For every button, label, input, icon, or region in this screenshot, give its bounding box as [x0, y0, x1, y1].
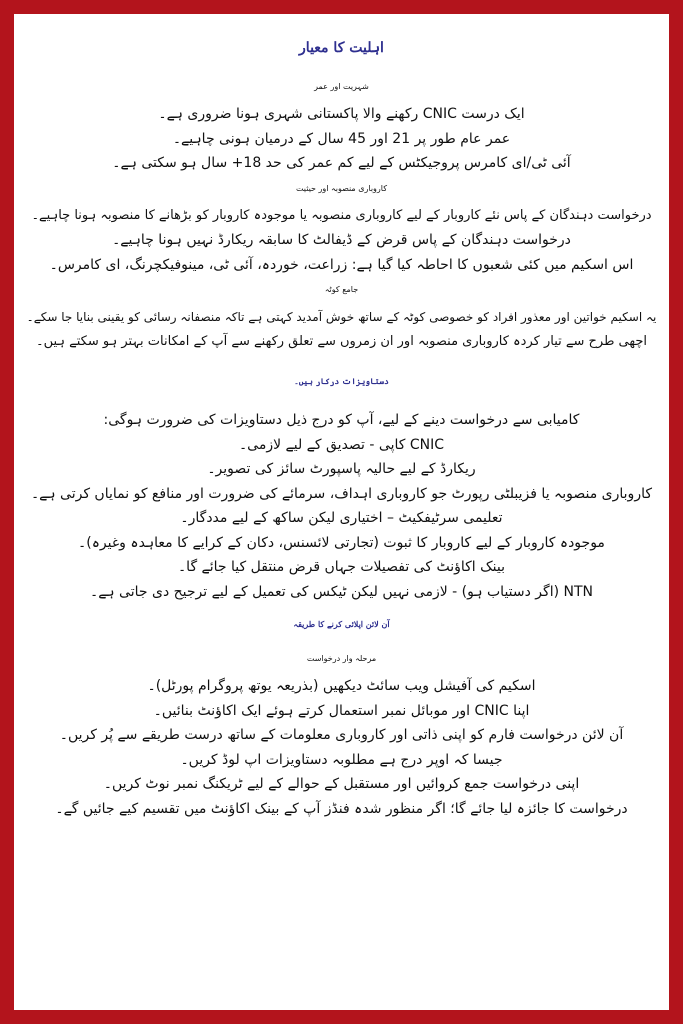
business-line: درخواست دہندگان کے پاس نئے کاروبار کے لیے کاروباری منصوبہ یا موجودہ کاروبار کو بڑھانے کا منصوبہ ہونا چاہیے۔	[31, 207, 652, 223]
document-item: ریکارڈ کے لیے حالیہ پاسپورٹ سائز کی تصویر۔	[207, 461, 476, 477]
apply-section	[14, 608, 669, 821]
quota-line: اچھی طرح سے تیار کردہ کاروباری منصوبہ اور ان زمروں سے تعلق رکھنے سے آپ کے امکانات بہتر ہو سکتے ہیں۔	[35, 333, 648, 349]
document-item: تعلیمی سرٹیفکیٹ – اختیاری لیکن ساکھ کے لیے مددگار۔	[180, 510, 503, 526]
documents-section	[14, 364, 669, 604]
document-item: کاروباری منصوبہ یا فزیبلٹی رپورٹ جو کاروباری اہداف، سرمائے کی ضرورت اور منافع کو نمایاں کرتی ہے۔	[30, 485, 653, 502]
document-item: NTN (اگر دستیاب ہو) - لازمی نہیں لیکن ٹیکس کی تعمیل کے لیے ترجیح دی جاتی ہے۔	[89, 583, 594, 600]
eligibility-section	[14, 28, 669, 354]
quota-subheading: جامع کوٹہ	[324, 285, 359, 294]
documents-intro: کامیابی سے درخواست دینے کے لیے، آپ کو درج ذیل دستاویزات کی ضرورت ہوگی:	[103, 412, 580, 428]
business-subheading: کاروباری منصوبہ اور حیثیت	[295, 183, 388, 193]
apply-step: جیسا کہ اوپر درج ہے مطلوبہ دستاویزات اپ لوڈ کریں۔	[180, 751, 503, 768]
apply-step: درخواست کا جائزہ لیا جائے گا؛ اگر منظور شدہ فنڈز آپ کے بینک اکاؤنٹ میں تقسیم کیے جائیں گے۔	[55, 800, 628, 817]
apply-step: آن لائن درخواست فارم کو اپنی ذاتی اور کاروباری معلومات کے ساتھ درست طریقے سے پُر کریں۔	[59, 727, 624, 743]
eligibility-title: اہلیت کا معیار	[299, 40, 384, 56]
apply-step: اپنی درخواست جمع کروائیں اور مستقبل کے حوالے کے لیے ٹریکنگ نمبر نوٹ کریں۔	[103, 776, 580, 792]
apply-subheading: مرحلہ وار درخواست	[306, 654, 377, 663]
business-line: اس اسکیم میں کئی شعبوں کا احاطہ کیا گیا ہے: زراعت، خوردہ، آئی ٹی، مینوفیکچرنگ، ای کامرس۔	[49, 256, 634, 273]
document-item: بینک اکاؤنٹ کی تفصیلات جہاں قرض منتقل کیا جائے گا۔	[177, 559, 506, 575]
apply-step: اپنا CNIC اور موبائل نمبر استعمال کرتے ہوئے ایک اکاؤنٹ بنائیں۔	[153, 702, 530, 719]
citizenship-subheading: شہریت اور عمر	[314, 82, 369, 91]
citizenship-line: عمر عام طور پر 21 اور 45 سال کے درمیان ہونی چاہیے۔	[172, 130, 511, 147]
business-line: درخواست دہندگان کے پاس قرض کے ڈیفالٹ کا سابقہ ریکارڈ نہیں ہونا چاہیے۔	[112, 232, 571, 248]
citizenship-line: ایک درست CNIC رکھنے والا پاکستانی شہری ہونا ضروری ہے۔	[158, 106, 525, 122]
apply-title: آن لائن اپلائی کرنے کا طریقہ	[293, 619, 390, 629]
document-item: موجودہ کاروبار کے لیے کاروبار کا ثبوت (تجارتی لائسنس، دکان کے کرایے کا معاہدہ وغیرہ)۔	[78, 534, 605, 551]
document-page	[14, 14, 669, 1010]
quota-line: یہ اسکیم خواتین اور معذور افراد کو خصوصی کوٹہ کے ساتھ خوش آمدید کہتی ہے تاکہ منصفانہ رسائی کو یقینی بنایا جا سکے۔	[26, 310, 657, 324]
citizenship-line: آئی ٹی/ای کامرس پروجیکٹس کے لیے کم عمر کی حد 18+ سال ہو سکتی ہے۔	[112, 155, 571, 171]
documents-title: دستاویزات درکار ہیں۔	[294, 376, 389, 386]
apply-step: اسکیم کی آفیشل ویب سائٹ دیکھیں (بذریعہ یوتھ پروگرام پورٹل)۔	[147, 678, 536, 694]
document-item: CNIC کاپی - تصدیق کے لیے لازمی۔	[238, 436, 445, 453]
